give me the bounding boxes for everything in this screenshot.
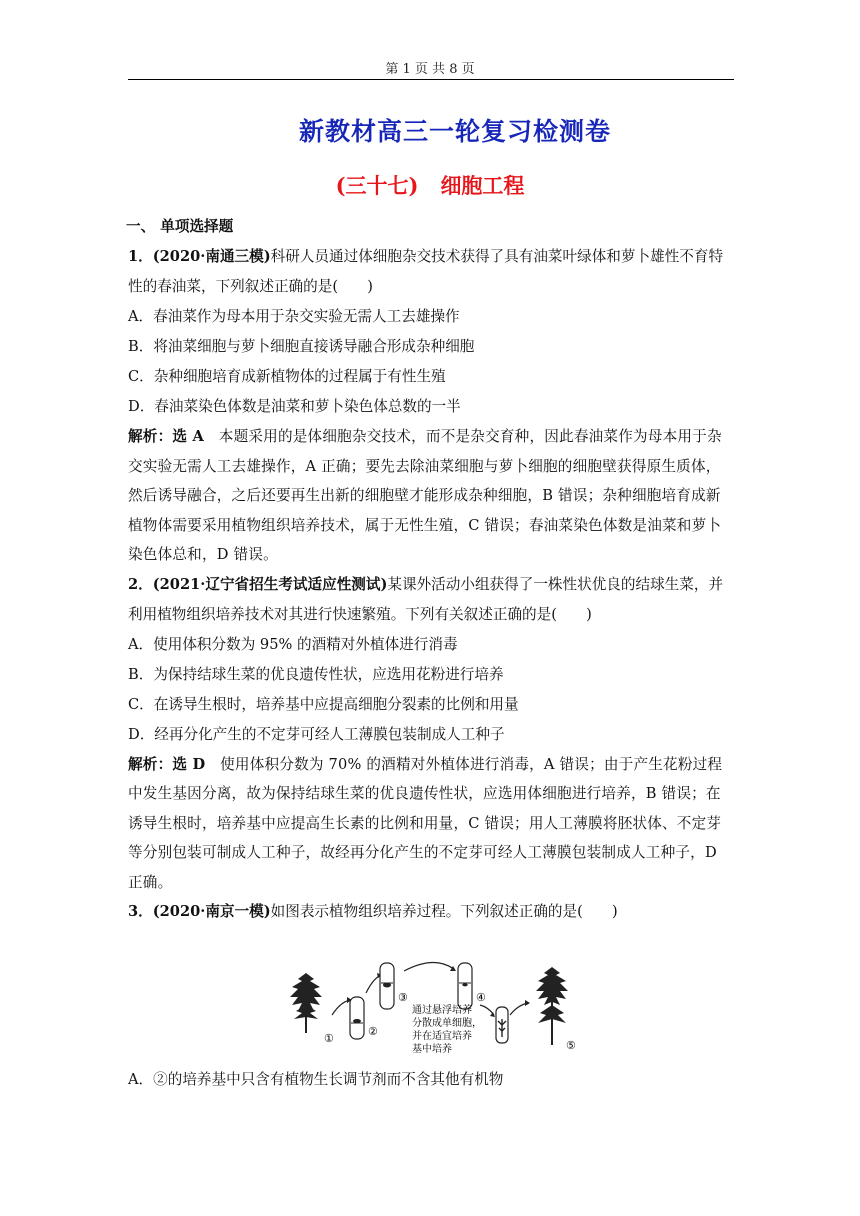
question-3 [128,897,734,927]
question-1-answer [128,422,734,570]
question-3-option-a: A．②的培养基中只含有植物生长调节剂而不含其他有机物 [128,1071,504,1088]
tissue-culture-figure [284,955,584,1055]
question-2-number: 2． [128,575,153,593]
question-1-option-a: A．春油菜作为母本用于杂交实验无需人工去雄操作 [128,308,460,325]
test-tube-icon [350,997,364,1039]
question-2-stem: 某课外活动小组获得了一株性状优良的结球生菜，并利用植物组织培养技术对其进行快速繁殖。下列有关叙述正确的是( ) [128,575,724,623]
question-1-answer-text: 本题采用的是体细胞杂交技术，而不是杂交育种，因此春油菜作为母本用于杂交实验无需人工去雄操作，A 正确；要先去除油菜细胞与萝卜细胞的细胞壁获得原生质体，然后诱导融合，之后还要再生出新的细胞壁才能形成杂种细胞，B 错误；杂种细胞培育成新植物体需要采用植物组织培养技术，属于无性生殖，C 错误；春油菜染色体数是油菜和萝卜染色体总和，D 错误。 [128,428,722,563]
test-tube-icon [380,963,394,1009]
question-1-source: (2020·南通三模) [152,248,271,265]
question-1 [128,242,734,302]
question-3-source: (2020·南京一模) [152,903,271,920]
page-header: 第 1 页 共 8 页 [385,62,475,77]
header-divider [128,79,734,80]
question-1-option-c: C．杂种细胞培育成新植物体的过程属于有性生殖 [128,368,446,385]
question-2-option-b: B．为保持结球生菜的优良遗传性状，应选用花粉进行培养 [128,665,504,683]
question-3-number: 3． [128,903,153,920]
question-2-source: (2021·辽宁省招生考试适应性测试) [152,575,388,593]
figure-label-4: ④ [476,991,486,1004]
subtitle-topic: 细胞工程 [440,173,525,198]
question-1-answer-label: 解析：选 A [128,428,204,445]
question-2-answer-text: 使用体积分数为 70% 的酒精对外植体进行消毒，A 错误；由于产生花粉过程中发生基因分离，故为保持结球生菜的优良遗传性状，应选用体细胞进行培养，B 错误；在诱导生根时，培养基中应提高生长素的比例和用量，C 错误；用人工薄膜将胚状体、不定芽等分别包装可制成人工种子，故经再分化产生的不定芽可经人工薄膜包装制成人工种子，D 正确。 [128,755,723,891]
section-heading: 一、 单项选择题 [126,218,234,235]
figure-note-line-2: 分散成单细胞， [412,1018,482,1029]
question-2-option-a: A．使用体积分数为 95% 的酒精对外植体进行消毒 [128,635,458,653]
figure-label-1: ① [324,1032,334,1045]
figure-label-2: ② [368,1025,378,1038]
question-3-stem: 如图表示植物组织培养过程。下列叙述正确的是( ) [270,903,618,920]
subtitle-number: (三十七) [335,173,419,198]
plant-icon [290,973,322,1033]
figure-label-5: ⑤ [566,1039,576,1052]
document-title: 新教材高三一轮复习检测卷 [298,117,611,146]
question-2-answer [128,750,734,898]
question-1-number: 1． [128,248,153,265]
figure-note-line-4: 基中培养 [412,1044,452,1055]
figure-note [412,1003,482,1055]
figure-note-line-1: 通过悬浮培养 [412,1005,472,1016]
question-2-answer-label: 解析：选 D [128,755,206,773]
plant-icon [536,967,568,1045]
question-1-option-d: D．春油菜染色体数是油菜和萝卜染色体总数的一半 [128,398,461,415]
main-content [128,212,734,927]
test-tube-icon [496,1007,508,1043]
question-2 [128,570,734,630]
question-2-option-d: D．经再分化产生的不定芽可经人工薄膜包装制成人工种子 [128,725,505,743]
test-tube-icon [458,963,472,1009]
figure-note-line-3: 并在适宜培养 [412,1031,472,1042]
figure-label-3: ③ [398,991,408,1004]
question-2-option-c: C．在诱导生根时，培养基中应提高细胞分裂素的比例和用量 [128,695,519,713]
document-subtitle [0,170,860,200]
question-1-stem: 科研人员通过体细胞杂交技术获得了具有油菜叶绿体和萝卜雄性不育特性的春油菜，下列叙述正确的是( ) [128,248,724,295]
question-1-option-b: B．将油菜细胞与萝卜细胞直接诱导融合形成杂种细胞 [128,338,475,355]
